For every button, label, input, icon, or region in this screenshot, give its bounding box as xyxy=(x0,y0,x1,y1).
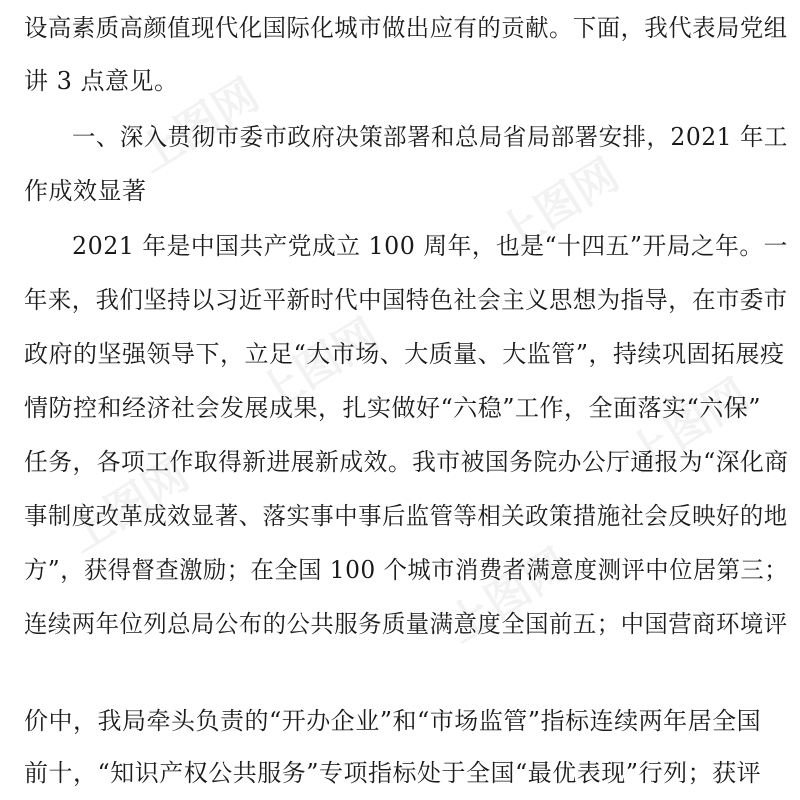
section-heading: 作成效显著 xyxy=(24,177,147,205)
text-line: 任务，各项工作取得新进展新成效。我市被国务院办公厅通报为“深化商 xyxy=(24,448,789,476)
text-line: 讲 3 点意见。 xyxy=(24,67,179,95)
text-line: 年来，我们坚持以习近平新时代中国特色社会主义思想为指导，在市委市 xyxy=(24,286,788,314)
watermark-logo: 上图网 xyxy=(438,539,578,653)
text-line: 设高素质高颜值现代化国际化城市做出应有的贡献。下面，我代表局党组 xyxy=(24,14,788,42)
text-line: 价中，我局牵头负责的“开办企业”和“市场监管”指标连续两年居全国 xyxy=(24,707,762,735)
watermark-logo: 上图网 xyxy=(618,369,758,483)
text-line: 事制度改革成效显著、落实事中事后监管等相关政策措施社会反映好的地 xyxy=(24,502,788,530)
text-line: 情防控和经济社会发展成果，扎实做好“六稳”工作，全面落实“六保” xyxy=(24,394,762,422)
watermark-logo: 上图网 xyxy=(248,309,388,423)
text-line: 连续两年位列总局公布的公共服务质量满意度全国前五；中国营商环境评 xyxy=(24,610,788,638)
text-line: 前十，“知识产权公共服务”专项指标处于全国“最优表现”行列；获评 xyxy=(24,759,762,787)
text-line: 2021 年是中国共产党成立 100 周年，也是“十四五”开局之年。一 xyxy=(72,232,788,260)
watermark-logo: 上图网 xyxy=(488,149,628,263)
section-heading: 一、深入贯彻市委市政府决策部署和总局省局部署安排，2021 年工 xyxy=(72,123,788,151)
watermark-logo: 上图网 xyxy=(128,69,268,183)
text-line: 政府的坚强领导下，立足“大市场、大质量、大监管”，持续巩固拓展疫 xyxy=(24,340,785,368)
text-line: 方”，获得督查激励；在全国 100 个城市消费者满意度测评中位居第三； xyxy=(24,556,789,584)
watermark-logo: 上图网 xyxy=(58,449,198,563)
